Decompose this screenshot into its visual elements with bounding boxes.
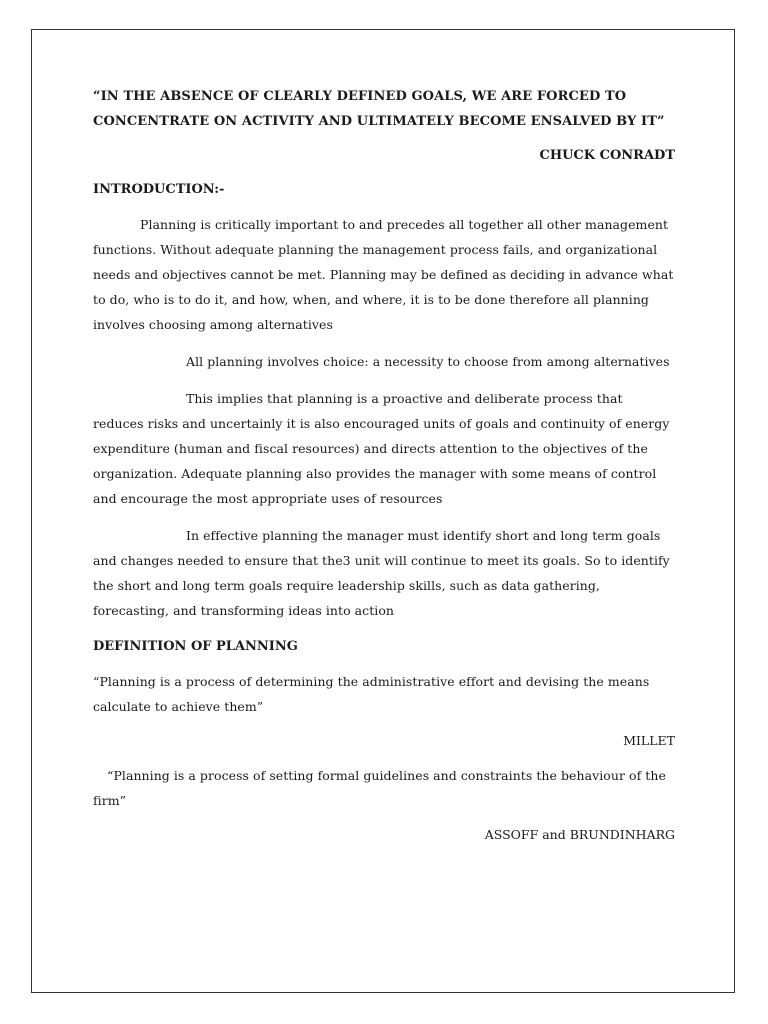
intro-paragraph-4: In effective planning the manager must identify short and long term goals and changes needed to ensure that the3 unit will continue to meet its goals. So to identify the short and long term goals require leadership skills, such as data gathering, forecasting, and transforming ideas into action — [93, 528, 670, 618]
definition-quote-1: “Planning is a process of determining the administrative effort and devising the means calculate to achieve them” — [93, 674, 650, 714]
intro-paragraph-2: All planning involves choice: a necessity to choose from among alternatives — [186, 354, 670, 369]
introduction-heading: INTRODUCTION:- — [93, 182, 225, 197]
definition-quote-2: “Planning is a process of setting formal guidelines and constraints the behaviour of the firm” — [93, 768, 666, 808]
document-body — [93, 84, 675, 845]
definition-heading: DEFINITION OF PLANNING — [93, 639, 298, 654]
intro-paragraph-3: This implies that planning is a proactive and deliberate process that reduces risks and uncertainly it is also encouraged units of goals and continuity of energy expenditure (human and fiscal resources) and directs attention to the objectives of the organization. Adequate planning also provides the manager with some means of control and encourage the most appropriate uses of resources — [93, 391, 670, 506]
epigraph-author: CHUCK CONRADT — [539, 148, 675, 163]
intro-paragraph-1: Planning is critically important to and precedes all together all other management functions. Without adequate planning the management process fails, and organizational needs and objectives cannot be met. Planning may be defined as deciding in advance what to do, who is to do it, and how, when, and where, it is to be done therefore all planning involves choosing among alternatives — [93, 217, 674, 332]
epigraph-quote: “IN THE ABSENCE OF CLEARLY DEFINED GOALS, WE ARE FORCED TO CONCENTRATE ON ACTIVITY AND ULTIMATELY BECOME ENSALVED BY IT” — [93, 89, 665, 129]
definition-author-2: ASSOFF and BRUNDINHARG — [484, 827, 675, 842]
definition-author-1: MILLET — [623, 733, 675, 748]
